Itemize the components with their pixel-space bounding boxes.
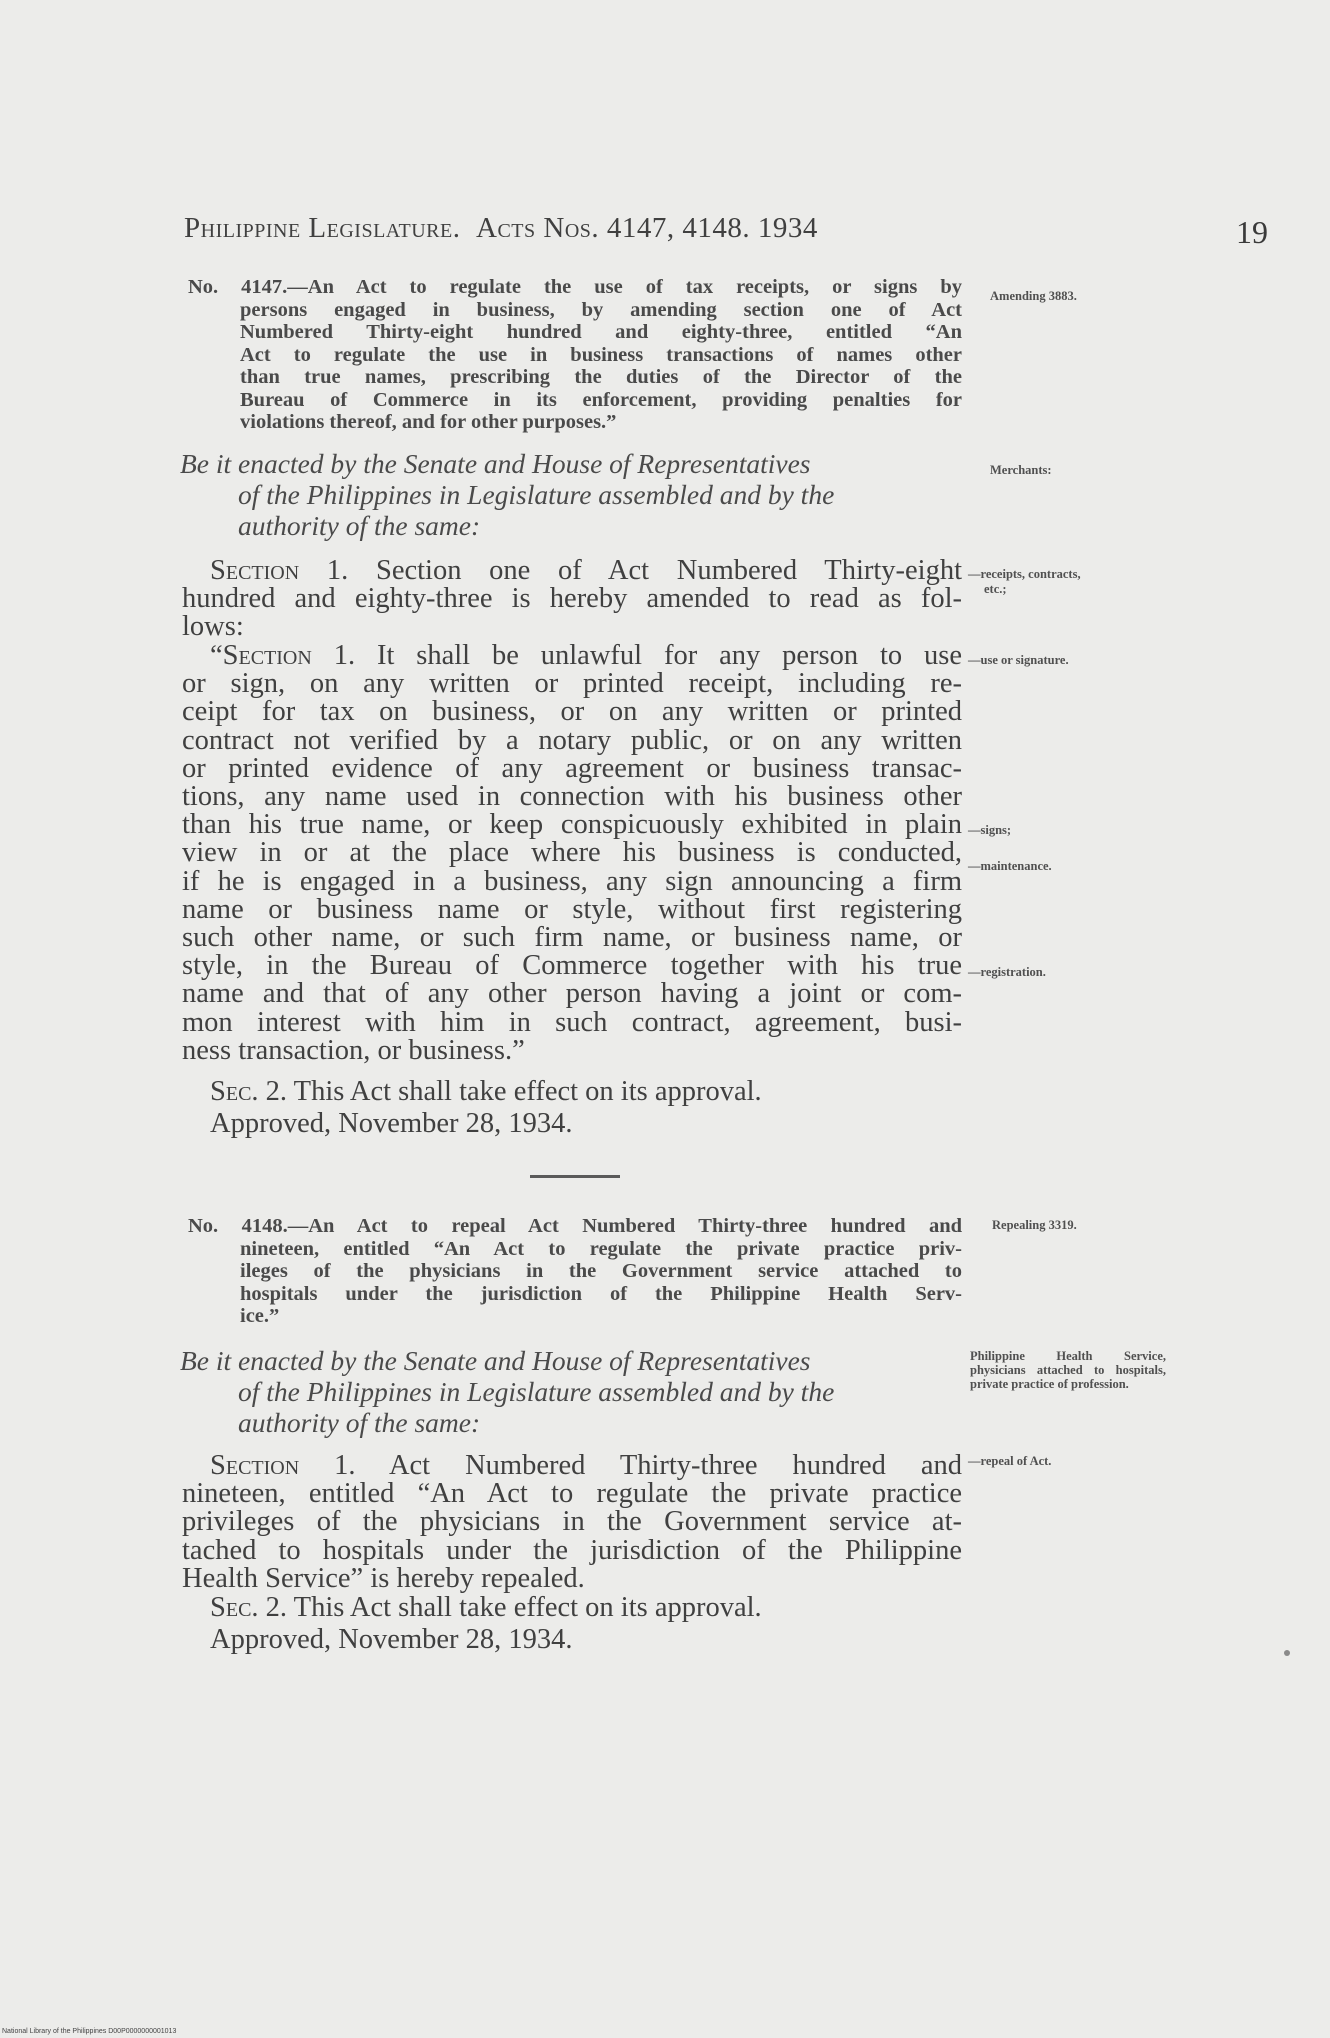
section-label: Section [210,1450,300,1481]
act-4147-enacting-clause [180,448,970,541]
approved-date: Approved, November 28, 1934. [210,1108,573,1140]
enacting-line: authority of the same: [238,510,481,541]
section-1-line: Section 1. Section one of Act Numbered Thirty-eight [210,555,962,586]
section-1-line: Section 1. Act Numbered Thirty-three hundred and [210,1450,963,1481]
quoted-line: contract not verified by a notary public, or on any written [182,724,962,756]
quoted-line: if he is engaged in a business, any sign announcing a firm [182,865,962,897]
running-head-numbers: 4147, 4148. 1934 [606,212,818,244]
act-4148-title-line: ileges of the physicians in the Government service attached to [240,1260,962,1282]
act-4147-quoted-section [182,642,962,1065]
section-2-line: Sec. 2. This Act shall take effect on its approval. [210,1592,762,1623]
act-4148-title-line: nineteen, entitled “An Act to regulate the private practice priv- [240,1237,962,1260]
act-4147-title-line: Bureau of Commerce in its enforcement, providing penalties for [240,388,962,411]
act-4148-section-1 [182,1452,962,1593]
act-4148-title-line: No. 4148.—An Act to repeal Act Numbered Thirty-three hundred and [188,1215,962,1237]
running-head-legislature: Philippine Legislature. [184,212,461,244]
scan-speck [1284,1650,1290,1656]
running-head-acts: Acts Nos. [476,212,600,244]
margin-note-subject: Philippine Health Service, physicians attached to hospitals, private practice of profession. [970,1349,1166,1391]
section-divider [530,1175,620,1178]
margin-note-registration: —registration. [968,965,1046,979]
page-number: 19 [1236,214,1268,250]
quoted-line: ceipt for tax on business, or on any written or printed [182,696,962,728]
act-4147-title-line: persons engaged in business, by amending section one of Act [240,298,962,321]
act-4148-title-line: hospitals under the jurisdiction of the Philippine Health Serv- [240,1282,962,1305]
sec-label: Sec. [210,1076,259,1107]
quoted-line: style, in the Bureau of Commerce together with his true [182,950,962,982]
section-1-line: lows: [182,611,244,643]
quoted-line: name and that of any other person having a joint or com- [182,978,962,1010]
quoted-line: view in or at the place where his business is conducted, [182,837,962,869]
act-4148-title [188,1215,962,1328]
quoted-line: or printed evidence of any agreement or business transac- [182,752,962,784]
act-4147-title-line: Act to regulate the use in business transactions of names other [240,343,962,366]
margin-note-repeal: —repeal of Act. [968,1454,1052,1468]
act-4147-title-line: violations thereof, and for other purposes.” [240,411,617,433]
section-1-line: privileges of the physicians in the Government service at- [182,1506,962,1538]
quoted-section-label: “Section [210,640,312,671]
quoted-line: tions, any name used in connection with his business other [182,781,962,813]
running-head [184,212,954,245]
margin-note-use: —use or signature. [968,653,1069,667]
enacting-line: of the Philippines in Legislature assembled and by the [238,479,835,510]
act-4147-title [188,276,962,434]
enacting-line: of the Philippines in Legislature assembled and by the [238,1376,835,1407]
enacting-line: Be it enacted by the Senate and House of Representatives [180,448,811,479]
section-label: Section [210,555,300,586]
margin-note-repealing: Repealing 3319. [992,1218,1077,1232]
margin-note-receipts: —receipts, contracts, [968,567,1081,581]
sec-label: Sec. [210,1592,259,1623]
quoted-line: name or business name or style, without first registering [182,893,962,925]
margin-note-merchants: Merchants: [990,463,1052,477]
quoted-line: ness transaction, or business.” [182,1034,525,1066]
act-4147-title-line: Numbered Thirty-eight hundred and eighty-three, entitled “An [240,321,962,343]
quoted-line: such other name, or such firm name, or business name, or [182,922,962,954]
margin-note-maintenance: —maintenance. [968,859,1052,873]
section-2-line: Sec. 2. This Act shall take effect on its approval. [210,1076,762,1107]
margin-note-amending: Amending 3883. [990,289,1077,303]
quoted-line: than his true name, or keep conspicuously exhibited in plain [182,809,962,841]
act-4147-title-line: No. 4147.—An Act to regulate the use of tax receipts, or signs by [188,276,962,298]
section-1-line: Health Service” is hereby repealed. [182,1562,585,1594]
act-4147-section-2 [182,1078,962,1138]
act-4148-section-2 [182,1594,962,1654]
quoted-line: or sign, on any written or printed receipt, including re- [182,668,962,700]
section-1-line: tached to hospitals under the jurisdiction of the Philippine [182,1534,962,1566]
quoted-line: mon interest with him in such contract, agreement, busi- [182,1006,962,1038]
enacting-line: Be it enacted by the Senate and House of Representatives [180,1345,811,1376]
footer-stamp: National Library of the Philippines D00P0000000001013 [2,2028,177,2035]
margin-note-receipts-cont: etc.; [984,582,1007,596]
act-4147-title-line: than true names, prescribing the duties of the Director of the [240,366,962,388]
margin-note-signs: —signs; [968,823,1012,837]
section-1-line: hundred and eighty-three is hereby amended to read as fol- [182,583,962,615]
section-1-line: nineteen, entitled “An Act to regulate the private practice [182,1478,962,1510]
quoted-line: “Section 1. It shall be unlawful for any person to use [210,640,963,671]
enacting-line: authority of the same: [238,1407,481,1438]
approved-date: Approved, November 28, 1934. [210,1624,573,1656]
act-4148-title-line: ice.” [240,1305,280,1327]
act-4148-enacting-clause [180,1345,970,1438]
act-4147-section-1 [182,557,962,642]
